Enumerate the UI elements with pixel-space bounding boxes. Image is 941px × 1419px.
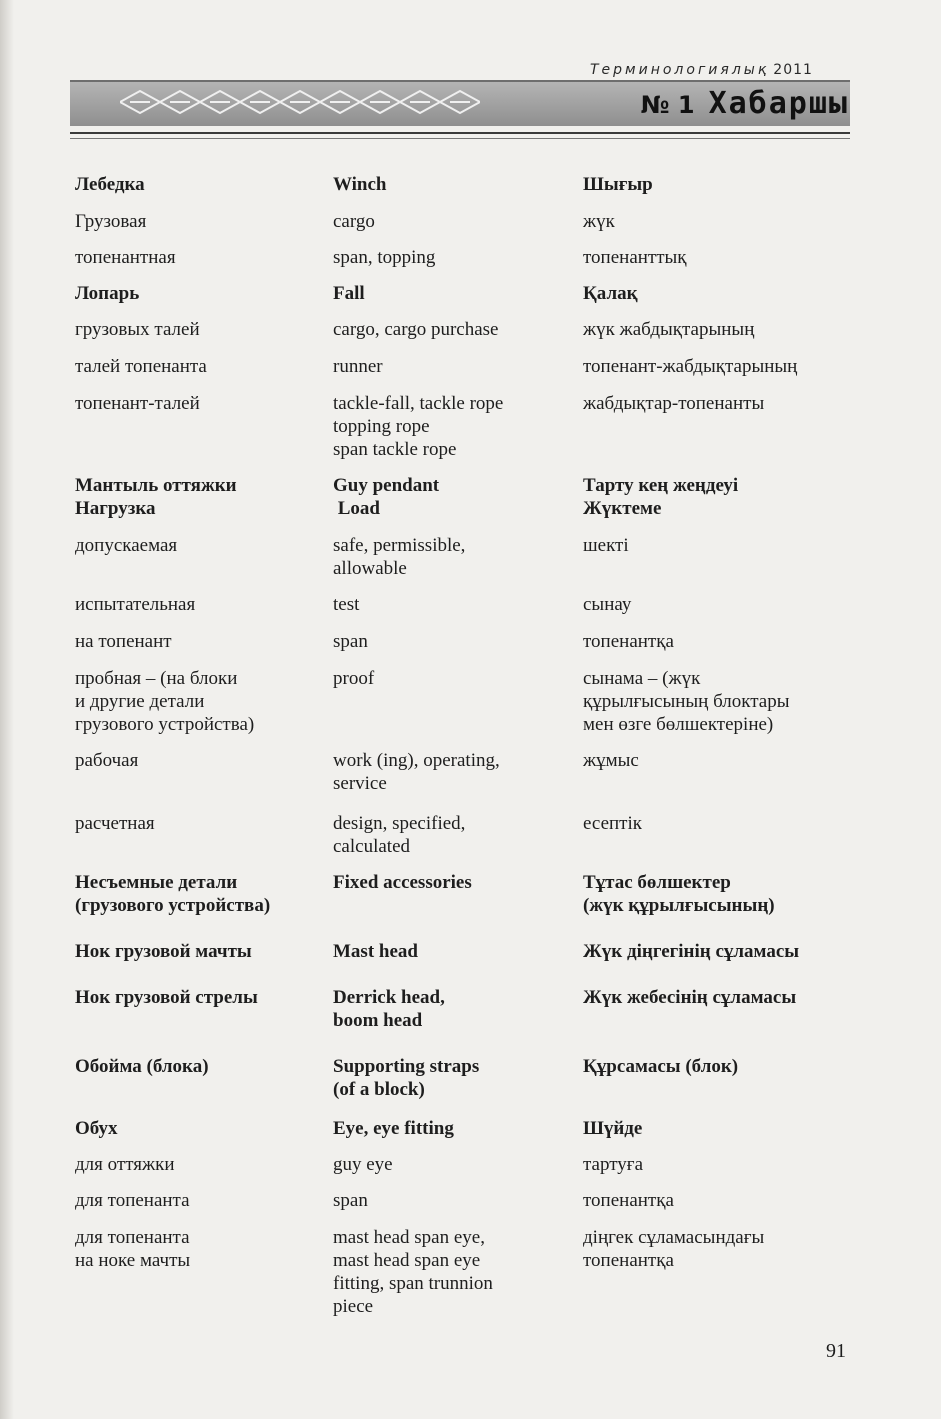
russian-term [75, 1226, 325, 1272]
russian-term-line: допускаемая [75, 535, 178, 556]
english-term-line: work (ing), operating, [333, 750, 500, 771]
english-term-line: fitting, span trunnion [333, 1273, 493, 1294]
english-term [333, 392, 573, 461]
kazakh-term-line: Шығыр [583, 174, 653, 195]
russian-term [75, 667, 325, 736]
kazakh-term-line: жүк жабдықтарының [583, 319, 755, 340]
english-term [333, 1226, 573, 1318]
english-term-line: Derrick head, [333, 987, 445, 1008]
english-term-line: span, topping [333, 247, 436, 268]
english-term [333, 593, 573, 616]
russian-term-line: для топенанта [75, 1227, 190, 1248]
russian-term [75, 1055, 325, 1078]
english-term-line: span [333, 1190, 368, 1211]
russian-term-line: Грузовая [75, 211, 147, 232]
english-term [333, 173, 573, 196]
english-term-line: boom head [333, 1010, 423, 1031]
russian-term [75, 986, 325, 1009]
english-term [333, 871, 573, 894]
kazakh-term-line: топенант-жабдықтарының [583, 356, 798, 377]
english-term-line: mast head span eye [333, 1250, 481, 1271]
english-term-line: Guy pendant [333, 475, 440, 496]
russian-term-line: Нок грузовой стрелы [75, 987, 258, 1008]
kazakh-term-line: Жүктеме [583, 498, 662, 519]
kazakh-term-line: жабдықтар-топенанты [583, 393, 765, 414]
english-term [333, 1055, 573, 1101]
russian-term [75, 246, 325, 269]
russian-term [75, 871, 325, 917]
russian-term-line: пробная – (на блоки [75, 668, 238, 689]
russian-term [75, 534, 325, 557]
kazakh-term [583, 534, 848, 557]
russian-term [75, 210, 325, 233]
russian-term-line: Обух [75, 1118, 118, 1139]
english-term [333, 812, 573, 858]
kazakh-term-line: Тұтас бөлшектер [583, 872, 731, 893]
header-rule [70, 132, 850, 134]
kazakh-term [583, 667, 848, 736]
russian-term [75, 1153, 325, 1176]
kazakh-term-line: жүк [583, 211, 615, 232]
english-term [333, 1189, 573, 1212]
page-edge-shadow [0, 0, 14, 1419]
russian-term [75, 812, 325, 835]
kazakh-term-line: топенантқа [583, 1190, 674, 1211]
kazakh-term [583, 812, 848, 835]
kazakh-term [583, 246, 848, 269]
english-term [333, 318, 573, 341]
russian-term-line: испытательная [75, 594, 196, 615]
english-term [333, 355, 573, 378]
english-term-line: Fixed accessories [333, 872, 472, 893]
russian-term [75, 1117, 325, 1140]
kazakh-term-line: мен өзге бөлшектеріне) [583, 714, 774, 735]
english-term-line: proof [333, 668, 375, 689]
english-term-line: runner [333, 356, 383, 377]
russian-term-line: на топенант [75, 631, 172, 652]
russian-term [75, 593, 325, 616]
english-term [333, 534, 573, 580]
russian-term-line: рабочая [75, 750, 139, 771]
issue-title [641, 86, 849, 121]
kazakh-term [583, 749, 848, 772]
english-term [333, 630, 573, 653]
kazakh-term [583, 210, 848, 233]
kazakh-term [583, 1055, 848, 1078]
russian-term-line: грузовых талей [75, 319, 200, 340]
english-term [333, 749, 573, 795]
kazakh-term [583, 1153, 848, 1176]
english-term-line: Winch [333, 174, 387, 195]
english-term [333, 1117, 573, 1140]
english-term-line: Eye, eye fitting [333, 1118, 454, 1139]
page-number: 91 [826, 1340, 846, 1362]
russian-term [75, 318, 325, 341]
kazakh-term [583, 474, 848, 520]
english-term-line: test [333, 594, 360, 615]
russian-term [75, 392, 325, 415]
kazakh-term [583, 593, 848, 616]
english-term [333, 282, 573, 305]
russian-term [75, 282, 325, 305]
kazakh-term-line: топенантқа [583, 1250, 674, 1271]
kazakh-term [583, 392, 848, 415]
english-term [333, 1153, 573, 1176]
russian-term-line: Нагрузка [75, 498, 156, 519]
russian-term [75, 173, 325, 196]
kazakh-term-line: тартуға [583, 1154, 643, 1175]
russian-term-line: расчетная [75, 813, 155, 834]
english-term-line: Load [333, 498, 380, 519]
russian-term [75, 940, 325, 963]
russian-term-line: Несъемные детали [75, 872, 238, 893]
kazakh-term-line: сынау [583, 594, 632, 615]
kazakh-term-line: Шүйде [583, 1118, 643, 1139]
english-term-line: topping rope [333, 416, 430, 437]
journal-title-text: Терминологиялық [590, 62, 770, 78]
kazakh-term [583, 318, 848, 341]
english-term-line: calculated [333, 836, 411, 857]
english-term-line: mast head span eye, [333, 1227, 485, 1248]
kazakh-term-line: сынама – (жүк [583, 668, 701, 689]
russian-term [75, 474, 325, 520]
kazakh-term-line: Жүк діңгегінің сұламасы [583, 941, 800, 962]
russian-term-line: талей топенанта [75, 356, 207, 377]
russian-term-line: топенантная [75, 247, 176, 268]
english-term-line: cargo [333, 211, 375, 232]
english-term [333, 986, 573, 1032]
issue-name: Хабаршы [708, 86, 849, 121]
english-term-line: piece [333, 1296, 374, 1317]
english-term-line: span [333, 631, 368, 652]
english-term-line: Supporting straps [333, 1056, 480, 1077]
issue-number: № 1 [640, 91, 695, 119]
english-term-line: safe, permissible, [333, 535, 466, 556]
kazakh-term-line: Қалақ [583, 283, 638, 304]
kazakh-term [583, 1189, 848, 1212]
english-term [333, 210, 573, 233]
russian-term [75, 630, 325, 653]
english-term-line: span tackle rope [333, 439, 457, 460]
russian-term-line: топенант-талей [75, 393, 200, 414]
kazakh-term-line: шекті [583, 535, 629, 556]
english-term [333, 474, 573, 520]
russian-term-line: Лопарь [75, 283, 140, 304]
russian-term [75, 1189, 325, 1212]
russian-term-line: Лебедка [75, 174, 145, 195]
kazakh-term-line: құрылғысының блоктары [583, 691, 790, 712]
kazakh-term-line: (жүк құрылғысының) [583, 895, 775, 916]
english-term-line: Fall [333, 283, 365, 304]
english-term-line: cargo, cargo purchase [333, 319, 499, 340]
russian-term-line: (грузового устройства) [75, 895, 271, 916]
kazakh-term-line: Құрсамасы (блок) [583, 1056, 739, 1077]
russian-term-line: грузового устройства) [75, 714, 255, 735]
kazakh-term [583, 986, 848, 1009]
russian-term [75, 355, 325, 378]
russian-term-line: и другие детали [75, 691, 205, 712]
english-term-line: Mast head [333, 941, 418, 962]
russian-term-line: Мантыль оттяжки [75, 475, 237, 496]
english-term-line: (of a block) [333, 1079, 425, 1100]
kazakh-term [583, 282, 848, 305]
kazakh-term [583, 940, 848, 963]
kazakh-term-line: есептік [583, 813, 642, 834]
english-term-line: service [333, 773, 387, 794]
kazakh-term-line: діңгек сұламасындағы [583, 1227, 765, 1248]
kazakh-term-line: топенанттық [583, 247, 687, 268]
kazakh-term [583, 1226, 848, 1272]
russian-term-line: на ноке мачты [75, 1250, 191, 1271]
ornament-pattern-icon [120, 85, 480, 119]
kazakh-term-line: топенантқа [583, 631, 674, 652]
kazakh-term [583, 1117, 848, 1140]
russian-term [75, 749, 325, 772]
english-term-line: design, specified, [333, 813, 466, 834]
kazakh-term-line: жұмыс [583, 750, 639, 771]
header-rule-thin [70, 138, 850, 139]
english-term-line: allowable [333, 558, 407, 579]
russian-term-line: Обойма (блока) [75, 1056, 209, 1077]
russian-term-line: для топенанта [75, 1190, 190, 1211]
kazakh-term [583, 355, 848, 378]
russian-term-line: для оттяжки [75, 1154, 175, 1175]
journal-year: 2011 [773, 62, 813, 78]
english-term [333, 940, 573, 963]
english-term [333, 246, 573, 269]
russian-term-line: Нок грузовой мачты [75, 941, 252, 962]
kazakh-term [583, 173, 848, 196]
kazakh-term [583, 630, 848, 653]
kazakh-term [583, 871, 848, 917]
journal-name [590, 62, 852, 78]
english-term [333, 667, 573, 690]
english-term-line: tackle-fall, tackle rope [333, 393, 504, 414]
english-term-line: guy eye [333, 1154, 393, 1175]
kazakh-term-line: Тарту кең жеңдеуі [583, 475, 739, 496]
kazakh-term-line: Жүк жебесінің сұламасы [583, 987, 797, 1008]
